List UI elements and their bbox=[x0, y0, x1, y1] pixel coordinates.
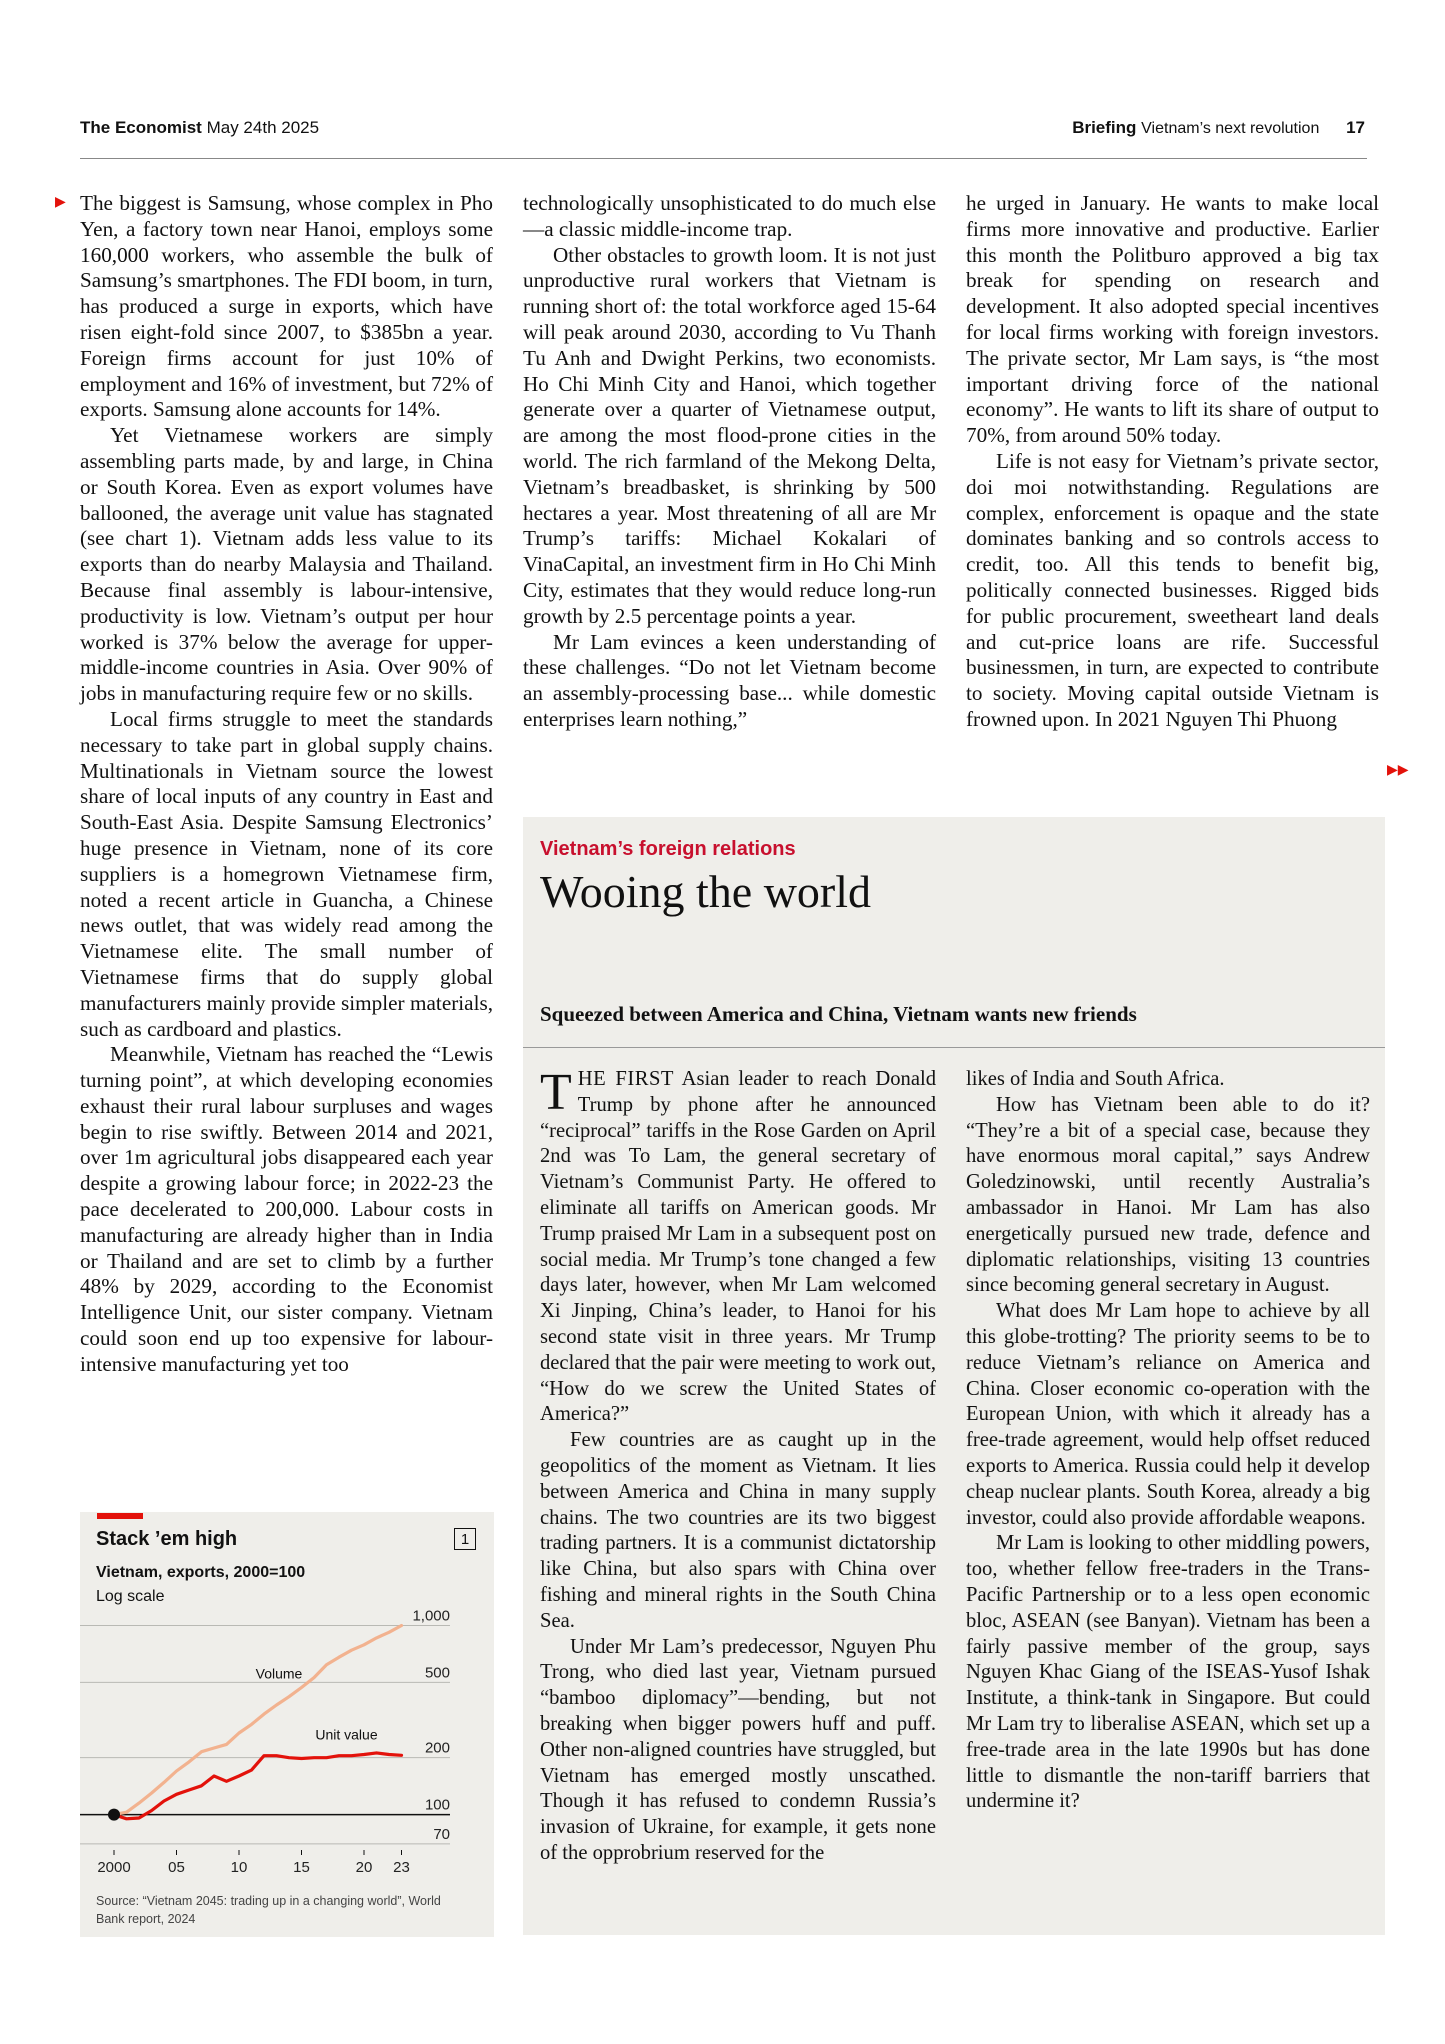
paragraph: Meanwhile, Vietnam has reached the “Lewis turning point”, at which developing economies exhaust their rural labour surpluses and wages begin to rise swiftly. Between 2014 and 2021, over 1m agricultural jobs disappeared each year despite a growing labour force; in 2022-23 the pace decelerated to 200,000. Labour costs in manufacturing are already higher than in India or Thailand and are set to climb by a further 48% by 2029, according to the Economist Intelligence Unit, our sister company. Vietnam could soon end up too expensive for labour-intensive manufacturing yet too bbox=[80, 1042, 493, 1376]
x-tick-label: 15 bbox=[293, 1859, 310, 1876]
body-column-2 bbox=[523, 191, 936, 733]
y-tick-label: 500 bbox=[424, 1664, 450, 1682]
chart-tag bbox=[97, 1513, 143, 1519]
y-tick-label: 100 bbox=[424, 1796, 450, 1814]
y-tick-label: 200 bbox=[424, 1739, 450, 1757]
volume-label: Volume bbox=[255, 1665, 303, 1682]
y-tick-label: 70 bbox=[433, 1825, 450, 1843]
masthead bbox=[80, 118, 319, 140]
section-name: Briefing bbox=[1072, 118, 1137, 137]
header-rule bbox=[80, 158, 1367, 159]
chart-scale-note: Log scale bbox=[96, 1588, 165, 1605]
publication-name: The Economist bbox=[80, 118, 202, 137]
box-column-1 bbox=[540, 1064, 936, 1867]
chart-source: Source: “Vietnam 2045: trading up in a changing world”, World Bank report, 2024 bbox=[96, 1894, 441, 1926]
body-column-3 bbox=[966, 191, 1379, 733]
paragraph: Mr Lam is looking to other middling powers, too, whether fellow free-traders in the Trans-Pacific Partnership or to a less open economic bloc, ASEAN (see Banyan). Vietnam has been a fairly passive member of the group, says Nguyen Khac Giang of the ISEAS-Yusof Ishak Institute, a think-tank in Singapore. But could Mr Lam try to liberalise ASEAN, which set up a free-trade area in the late 1990s but has done little to dismantle the non-tariff barriers that undermine it? bbox=[966, 1532, 1370, 1813]
box-standfirst: Squeezed between America and China, Vietnam wants new friends bbox=[540, 1002, 1137, 1026]
body-column-1 bbox=[80, 191, 493, 1378]
paragraph: technologically unsophisticated to do much else—a classic middle-income trap. bbox=[523, 191, 936, 241]
paragraph: Yet Vietnamese workers are simply assembling parts made, by and large, in China or South Korea. Even as export volumes have ballooned, the average unit value has stagnated (see chart 1). Vietnam adds less value to its exports than do nearby Malaysia and Thailand. Because final assembly is labour-intensive, productivity is low. Vietnam’s output per hour worked is 37% below the average for upper-middle-income countries in Asia. Over 90% of jobs in manufacturing require few or no skills. bbox=[80, 423, 493, 706]
box-rule bbox=[523, 1047, 1385, 1048]
lead-in: HE FIRST bbox=[577, 1068, 675, 1090]
drop-cap: T bbox=[540, 1064, 572, 1121]
paragraph: Few countries are as caught up in the geopolitics of the moment as Vietnam. It lies between America and China in many supply chains. The two countries are its two biggest trading partners. It is a communist dictatorship like China, but also spars with China over fishing and mineral rights in the South China Sea. bbox=[540, 1429, 936, 1632]
continued-from-icon: ▶ bbox=[55, 194, 66, 210]
paragraph bbox=[540, 1064, 936, 1428]
y-tick-label: 1,000 bbox=[412, 1607, 450, 1625]
x-tick-label: 10 bbox=[230, 1859, 248, 1876]
unit-value-label: Unit value bbox=[315, 1726, 378, 1743]
start-point-dot bbox=[108, 1809, 120, 1821]
page-number: 17 bbox=[1346, 118, 1365, 137]
paragraph: How has Vietnam been able to do it? “They’re a bit of a special case, because they have enormous moral capital,” says Andrew Goledzinowski, until recently Australia’s ambassador in Hanoi. Mr Lam has also energetically pursued new trade, defence and diplomatic relationships, visiting 13 countries since becoming general secretary in August. bbox=[966, 1093, 1370, 1297]
paragraph: What does Mr Lam hope to achieve by all this globe-trotting? The priority seems to be to reduce Vietnam’s reliance on America and China. Closer economic co-operation with the European Union, with which it already has a free-trade agreement, would help offset reduced exports to America. Russia could help it develop cheap nuclear plants. South Korea, already a big investor, could also provide affordable weapons. bbox=[966, 1300, 1370, 1529]
unit-value-series-line bbox=[114, 1753, 402, 1819]
paragraph: Local firms struggle to meet the standards necessary to take part in global supply chains. Multinationals in Vietnam source the lowest share of local inputs of any country in East and South-East Asia. Despite Samsung Electronics’ huge presence in Vietnam, none of its core suppliers is a homegrown Vietnamese firm, noted a recent article in Guancha, a Chinese news outlet, that was widely read among the Vietnamese elite. The small number of Vietnamese firms that do supply global manufacturers mainly provide simpler materials, such as cardboard and plastics. bbox=[80, 706, 493, 1041]
paragraph-text: Asian leader to reach Donald Trump by phone after he announced “reciprocal” tariffs in the Rose Garden on April 2nd was To Lam, the general secretary of Vietnam’s Communist Party. He offered to eliminate all tariffs on American goods. Mr Trump praised Mr Lam in a subsequent post on social media. Mr Trump’s tone changed a few days later, however, when Mr Lam welcomed Xi Jinping, China’s leader, to Hanoi for his second state visit in three years. Mr Trump declared that the pair were meeting to work out, “How do we screw the United States of America?” bbox=[540, 1068, 936, 1426]
x-tick-label: 05 bbox=[168, 1859, 185, 1876]
paragraph: Mr Lam evinces a keen understanding of these challenges. “Do not let Vietnam become an assembly-processing base... while domestic enterprises learn nothing,” bbox=[523, 629, 936, 731]
continues-icon: ▶▶ bbox=[1387, 762, 1409, 778]
paragraph: Life is not easy for Vietnam’s private sector, doi moi notwithstanding. Regulations are complex, enforcement is opaque and the state dominates banking and so controls access to credit, too. All this tends to benefit big, politically connected businesses. Rigged bids for public procurement, sweetheart land deals and cut-price loans are rife. Successful businessmen, in turn, are expected to contribute to society. Moving capital outside Vietnam is frowned upon. In 2021 Nguyen Thi Phuong bbox=[966, 448, 1379, 731]
article-rubric: Vietnam’s next revolution bbox=[1141, 120, 1320, 137]
paragraph: Under Mr Lam’s predecessor, Nguyen Phu Trong, who died last year, Vietnam pursued “bamboo diplomacy”—bending, but not breaking when bigger powers huff and puff. Other non-aligned countries have struggled, but Vietnam has emerged mostly unscathed. Though it has refused to condemn Russia’s invasion of Ukraine, for example, it gets none of the opprobrium reserved for the bbox=[540, 1635, 936, 1864]
paragraph: he urged in January. He wants to make local firms more innovative and productive. Earlier this month the Politburo approved a big tax break for spending on research and development. It also adopted special incentives for local firms working with foreign investors. The private sector, Mr Lam says, is “the most important driving force of the national economy”. He wants to lift its share of output to 70%, from around 50% today. bbox=[966, 191, 1379, 448]
paragraph: likes of India and South Africa. bbox=[966, 1068, 1225, 1090]
box-column-2 bbox=[966, 1067, 1370, 1815]
chart-number: 1 bbox=[454, 1528, 476, 1550]
box-headline: Wooing the world bbox=[540, 866, 872, 917]
x-tick-label: 20 bbox=[355, 1859, 373, 1876]
issue-date: May 24th 2025 bbox=[206, 118, 320, 137]
chart-subtitle: Vietnam, exports, 2000=100 bbox=[96, 1564, 306, 1581]
box-kicker: Vietnam’s foreign relations bbox=[540, 838, 796, 860]
section-header bbox=[1072, 118, 1365, 140]
x-tick-label: 2000 bbox=[97, 1859, 131, 1876]
paragraph: Other obstacles to growth loom. It is not just unproductive rural workers that Vietnam is running short of: the total workforce aged 15-64 will peak around 2030, according to Vu Thanh Tu Anh and Dwight Perkins, two economists. Ho Chi Minh City and Hanoi, which together generate over a quarter of Vietnamese output, are among the most flood-prone cities in the world. The rich farmland of the Mekong Delta, Vietnam’s breadbasket, is shrinking by 500 hectares a year. Most threatening of all are Mr Trump’s tariffs: Michael Kokalari of VinaCapital, an investment firm in Ho Chi Minh City, estimates that they would reduce long-run growth by 2.5 percentage points a year. bbox=[523, 242, 936, 628]
export-chart bbox=[80, 1600, 494, 1890]
paragraph: The biggest is Samsung, whose complex in Pho Yen, a factory town near Hanoi, employs some 160,000 workers, who assemble the bulk of Samsung’s smartphones. The FDI boom, in turn, has produced a surge in exports, which have risen eight-fold since 2007, to $385bn a year. Foreign firms account for just 10% of employment and 16% of investment, but 72% of exports. Samsung alone accounts for 14%. bbox=[80, 191, 493, 422]
x-tick-label: 23 bbox=[393, 1859, 410, 1876]
volume-series-line bbox=[114, 1626, 402, 1815]
chart-title: Stack ’em high bbox=[96, 1528, 238, 1550]
